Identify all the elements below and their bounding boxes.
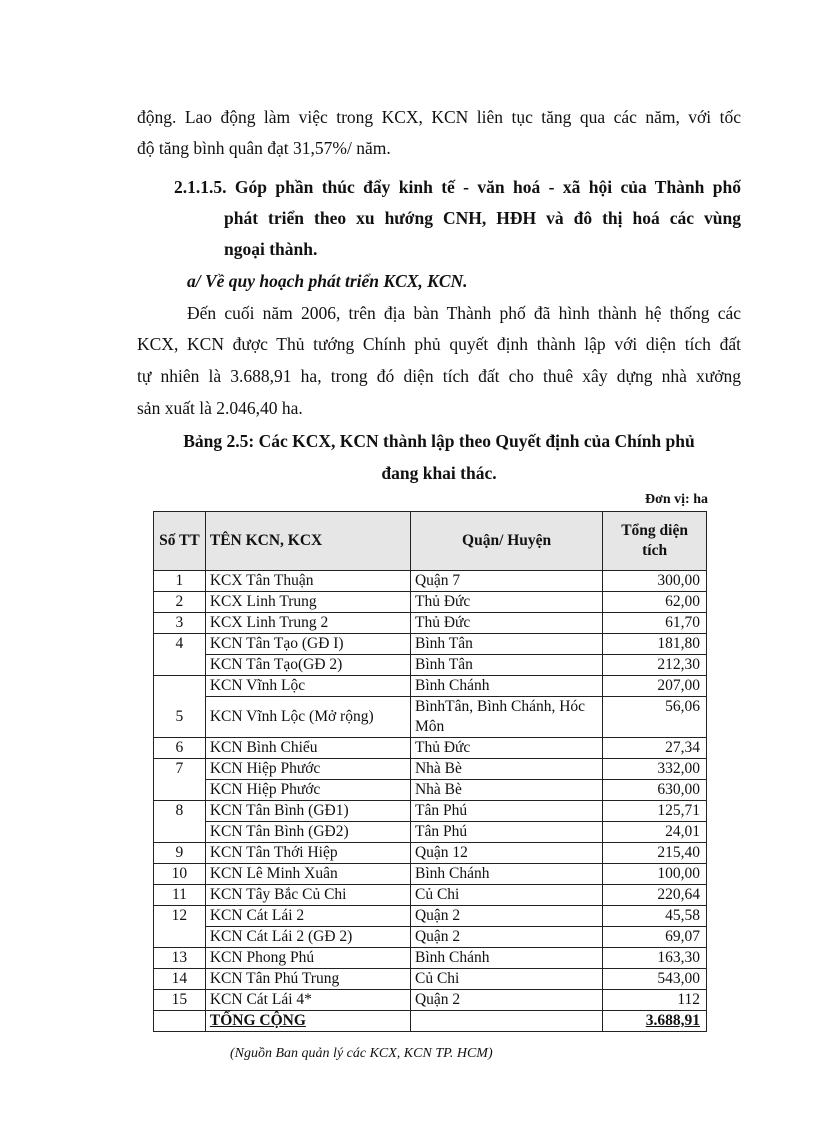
cell-district: Tân Phú — [410, 801, 602, 822]
total-row — [154, 1011, 707, 1032]
cell-area: 630,00 — [603, 780, 707, 801]
table-row — [154, 613, 707, 634]
cell-stt — [154, 822, 206, 843]
cell-name: KCN Hiệp Phước — [205, 780, 410, 801]
cell-stt: 6 — [154, 738, 206, 759]
cell-area: 212,30 — [603, 655, 707, 676]
cell-stt: 2 — [154, 592, 206, 613]
cell-area: 300,00 — [603, 571, 707, 592]
table-row — [154, 655, 707, 676]
cell-district: Củ Chi — [410, 885, 602, 906]
cell-stt: 8 — [154, 801, 206, 822]
table-source-note: (Nguồn Ban quản lý các KCX, KCN TP. HCM) — [230, 1046, 493, 1061]
table-row — [154, 885, 707, 906]
cell-stt: 7 — [154, 759, 206, 780]
table-row — [154, 571, 707, 592]
cell-stt — [154, 676, 206, 697]
cell-stt: 3 — [154, 613, 206, 634]
table-body — [154, 571, 707, 1032]
cell-area: 69,07 — [603, 927, 707, 948]
cell-district: Thủ Đức — [410, 613, 602, 634]
cell-area: 61,70 — [603, 613, 707, 634]
table-row — [154, 927, 707, 948]
cell-district: Quận 7 — [410, 571, 602, 592]
cell-stt: 15 — [154, 990, 206, 1011]
header-area: Tổng diện tích — [603, 512, 707, 571]
cell-district: Bình Chánh — [410, 864, 602, 885]
cell-name: KCN Cát Lái 2 (GĐ 2) — [205, 927, 410, 948]
cell-stt: 1 — [154, 571, 206, 592]
table-row — [154, 906, 707, 927]
cell-district: Bình Tân — [410, 634, 602, 655]
table-row — [154, 759, 707, 780]
cell-name: KCN Bình Chiểu — [205, 738, 410, 759]
cell-stt: 4 — [154, 634, 206, 655]
cell-area: 27,34 — [603, 738, 707, 759]
cell-area: 220,64 — [603, 885, 707, 906]
paragraph-line-2: KCX, KCN được Thủ tướng Chính phủ quyết định thành lập với diện tích đất — [137, 334, 741, 354]
unit-label: Đơn vị: ha — [645, 492, 708, 507]
cell-stt: 11 — [154, 885, 206, 906]
cell-stt: 12 — [154, 906, 206, 927]
cell-district: Bình Chánh — [410, 948, 602, 969]
cell-name: KCN Vĩnh Lộc (Mở rộng) — [205, 697, 410, 738]
intro-line-1: động. Lao động làm việc trong KCX, KCN liên tục tăng qua các năm, với tốc — [137, 107, 741, 127]
cell-district: Củ Chi — [410, 969, 602, 990]
subsection-heading: a/ Về quy hoạch phát triển KCX, KCN. — [187, 271, 468, 291]
cell-stt: 10 — [154, 864, 206, 885]
cell-stt: 13 — [154, 948, 206, 969]
cell-district: Quận 2 — [410, 990, 602, 1011]
cell-stt — [154, 1011, 206, 1032]
cell-area: 207,00 — [603, 676, 707, 697]
table-title-line-1: Bảng 2.5: Các KCX, KCN thành lập theo Quyết định của Chính phủ — [183, 431, 695, 451]
cell-area: 45,58 — [603, 906, 707, 927]
cell-area: 125,71 — [603, 801, 707, 822]
cell-area: 543,00 — [603, 969, 707, 990]
cell-name: KCN Tân Phú Trung — [205, 969, 410, 990]
cell-district: Thủ Đức — [410, 738, 602, 759]
cell-name: KCN Tân Bình (GĐ1) — [205, 801, 410, 822]
table-row — [154, 676, 707, 697]
table-row — [154, 634, 707, 655]
cell-name: KCN Vĩnh Lộc — [205, 676, 410, 697]
cell-district: Quận 2 — [410, 927, 602, 948]
industrial-zones-table — [153, 511, 707, 1032]
cell-stt: 5 — [154, 697, 206, 738]
section-heading-line-2: phát triển theo xu hướng CNH, HĐH và đô thị hoá các vùng — [224, 208, 741, 228]
cell-area: 181,80 — [603, 634, 707, 655]
cell-name: KCN Tây Bắc Củ Chi — [205, 885, 410, 906]
cell-district: Bình Chánh — [410, 676, 602, 697]
cell-district: BìnhTân, Bình Chánh, Hóc Môn — [410, 697, 602, 738]
cell-area: 24,01 — [603, 822, 707, 843]
cell-district — [410, 1011, 602, 1032]
cell-name: KCX Tân Thuận — [205, 571, 410, 592]
header-name: TÊN KCN, KCX — [205, 512, 410, 571]
total-label: TỔNG CỘNG — [205, 1011, 410, 1032]
header-district: Quận/ Huyện — [410, 512, 602, 571]
table-row — [154, 969, 707, 990]
table-row — [154, 738, 707, 759]
cell-district: Bình Tân — [410, 655, 602, 676]
cell-name: KCN Tân Thới Hiệp — [205, 843, 410, 864]
header-stt: Số TT — [154, 512, 206, 571]
table-row — [154, 948, 707, 969]
table-row — [154, 801, 707, 822]
cell-name: KCX Linh Trung 2 — [205, 613, 410, 634]
table-row — [154, 822, 707, 843]
section-heading-line-1: 2.1.1.5. Góp phần thúc đẩy kinh tế - văn hoá - xã hội của Thành phố — [174, 177, 741, 197]
cell-district: Tân Phú — [410, 822, 602, 843]
cell-area: 56,06 — [603, 697, 707, 738]
total-area: 3.688,91 — [603, 1011, 707, 1032]
cell-stt — [154, 780, 206, 801]
cell-name: KCN Tân Tạo (GĐ I) — [205, 634, 410, 655]
cell-name: KCN Lê Minh Xuân — [205, 864, 410, 885]
cell-name: KCN Cát Lái 4* — [205, 990, 410, 1011]
cell-area: 215,40 — [603, 843, 707, 864]
cell-district: Quận 2 — [410, 906, 602, 927]
cell-name: KCN Cát Lái 2 — [205, 906, 410, 927]
cell-district: Quận 12 — [410, 843, 602, 864]
cell-area: 163,30 — [603, 948, 707, 969]
cell-district: Nhà Bè — [410, 759, 602, 780]
cell-stt — [154, 655, 206, 676]
cell-district: Nhà Bè — [410, 780, 602, 801]
cell-stt: 14 — [154, 969, 206, 990]
cell-name: KCN Tân Bình (GĐ2) — [205, 822, 410, 843]
table-row — [154, 592, 707, 613]
cell-name: KCN Phong Phú — [205, 948, 410, 969]
section-heading-line-3: ngoại thành. — [224, 239, 318, 259]
table-row — [154, 697, 707, 738]
table-row — [154, 780, 707, 801]
table-row — [154, 843, 707, 864]
cell-stt — [154, 927, 206, 948]
paragraph-line-4: sản xuất là 2.046,40 ha. — [137, 398, 303, 418]
paragraph-line-1: Đến cuối năm 2006, trên địa bàn Thành phố đã hình thành hệ thống các — [187, 303, 741, 323]
cell-name: KCN Hiệp Phước — [205, 759, 410, 780]
cell-stt: 9 — [154, 843, 206, 864]
cell-name: KCX Linh Trung — [205, 592, 410, 613]
paragraph-line-3: tự nhiên là 3.688,91 ha, trong đó diện tích đất cho thuê xây dựng nhà xưởng — [137, 366, 741, 386]
cell-name: KCN Tân Tạo(GĐ 2) — [205, 655, 410, 676]
table-row — [154, 864, 707, 885]
cell-area: 100,00 — [603, 864, 707, 885]
intro-line-2: độ tăng bình quân đạt 31,57%/ năm. — [137, 138, 391, 158]
cell-district: Thủ Đức — [410, 592, 602, 613]
table-row — [154, 990, 707, 1011]
cell-area: 112 — [603, 990, 707, 1011]
cell-area: 62,00 — [603, 592, 707, 613]
table-title-line-2: đang khai thác. — [381, 463, 497, 483]
table-header-row — [154, 512, 707, 571]
cell-area: 332,00 — [603, 759, 707, 780]
